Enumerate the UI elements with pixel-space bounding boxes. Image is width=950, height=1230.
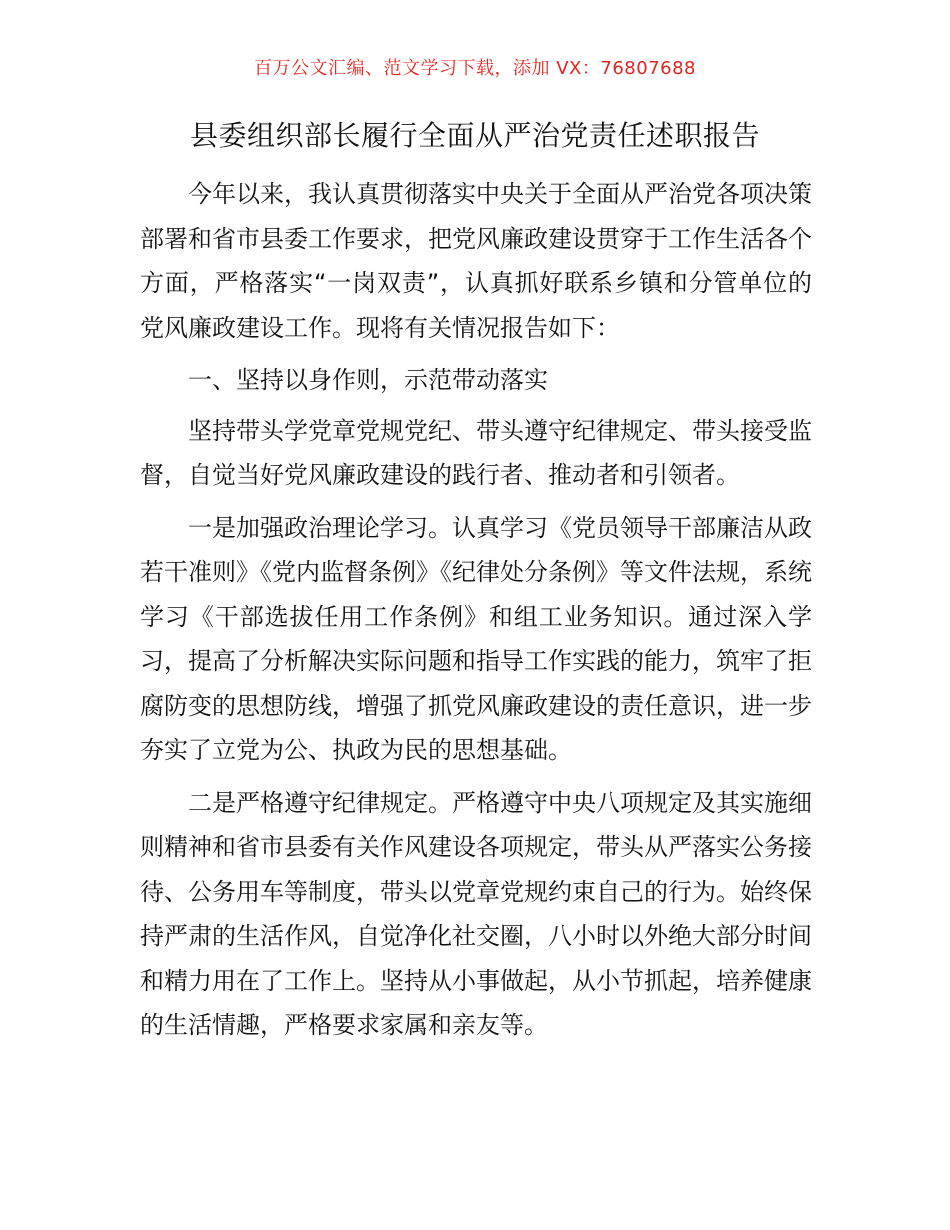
paragraph-point-2: 二是严格遵守纪律规定。严格遵守中央八项规定及其实施细则精神和省市县委有关作风建设各项规定，带头从严落实公务接待、公务用车等制度，带头以党章党规约束自己的行为。始终保持严肃的生活作风，自觉净化社交圈，八小时以外绝大部分时间和精力用在了工作上。坚持从小事做起，从小节抓起，培养健康的生活情趣，严格要求家属和亲友等。 — [140, 788, 812, 1039]
paragraph-intro: 今年以来，我认真贯彻落实中央关于全面从严治党各项决策部署和省市县委工作要求，把党风廉政建设贯穿于工作生活各个方面，严格落实“一岗双责”，认真抓好联系乡镇和分管单位的党风廉政建设工作。现将有关情况报告如下： — [140, 180, 812, 342]
paragraph-section-summary: 坚持带头学党章党规党纪、带头遵守纪律规定、带头接受监督，自觉当好党风廉政建设的践行者、推动者和引领者。 — [140, 416, 812, 489]
document-body — [140, 172, 812, 1056]
section-heading-1: 一、坚持以身作则，示范带动落实 — [188, 366, 548, 394]
paragraph-point-1: 一是加强政治理论学习。认真学习《党员领导干部廉洁从政若干准则》《党内监督条例》《纪律处分条例》等文件法规，系统学习《干部选拔任用工作条例》和组工业务知识。通过深入学习，提高了分析解决实际问题和指导工作实践的能力，筑牢了拒腐防变的思想防线，增强了抓党风廉政建设的责任意识，进一步夯实了立党为公、执政为民的思想基础。 — [140, 513, 812, 764]
document-title: 县委组织部长履行全面从严治党责任述职报告 — [189, 119, 760, 152]
watermark-text: 百万公文汇编、范文学习下载，添加 VX：76807688 — [254, 58, 696, 79]
